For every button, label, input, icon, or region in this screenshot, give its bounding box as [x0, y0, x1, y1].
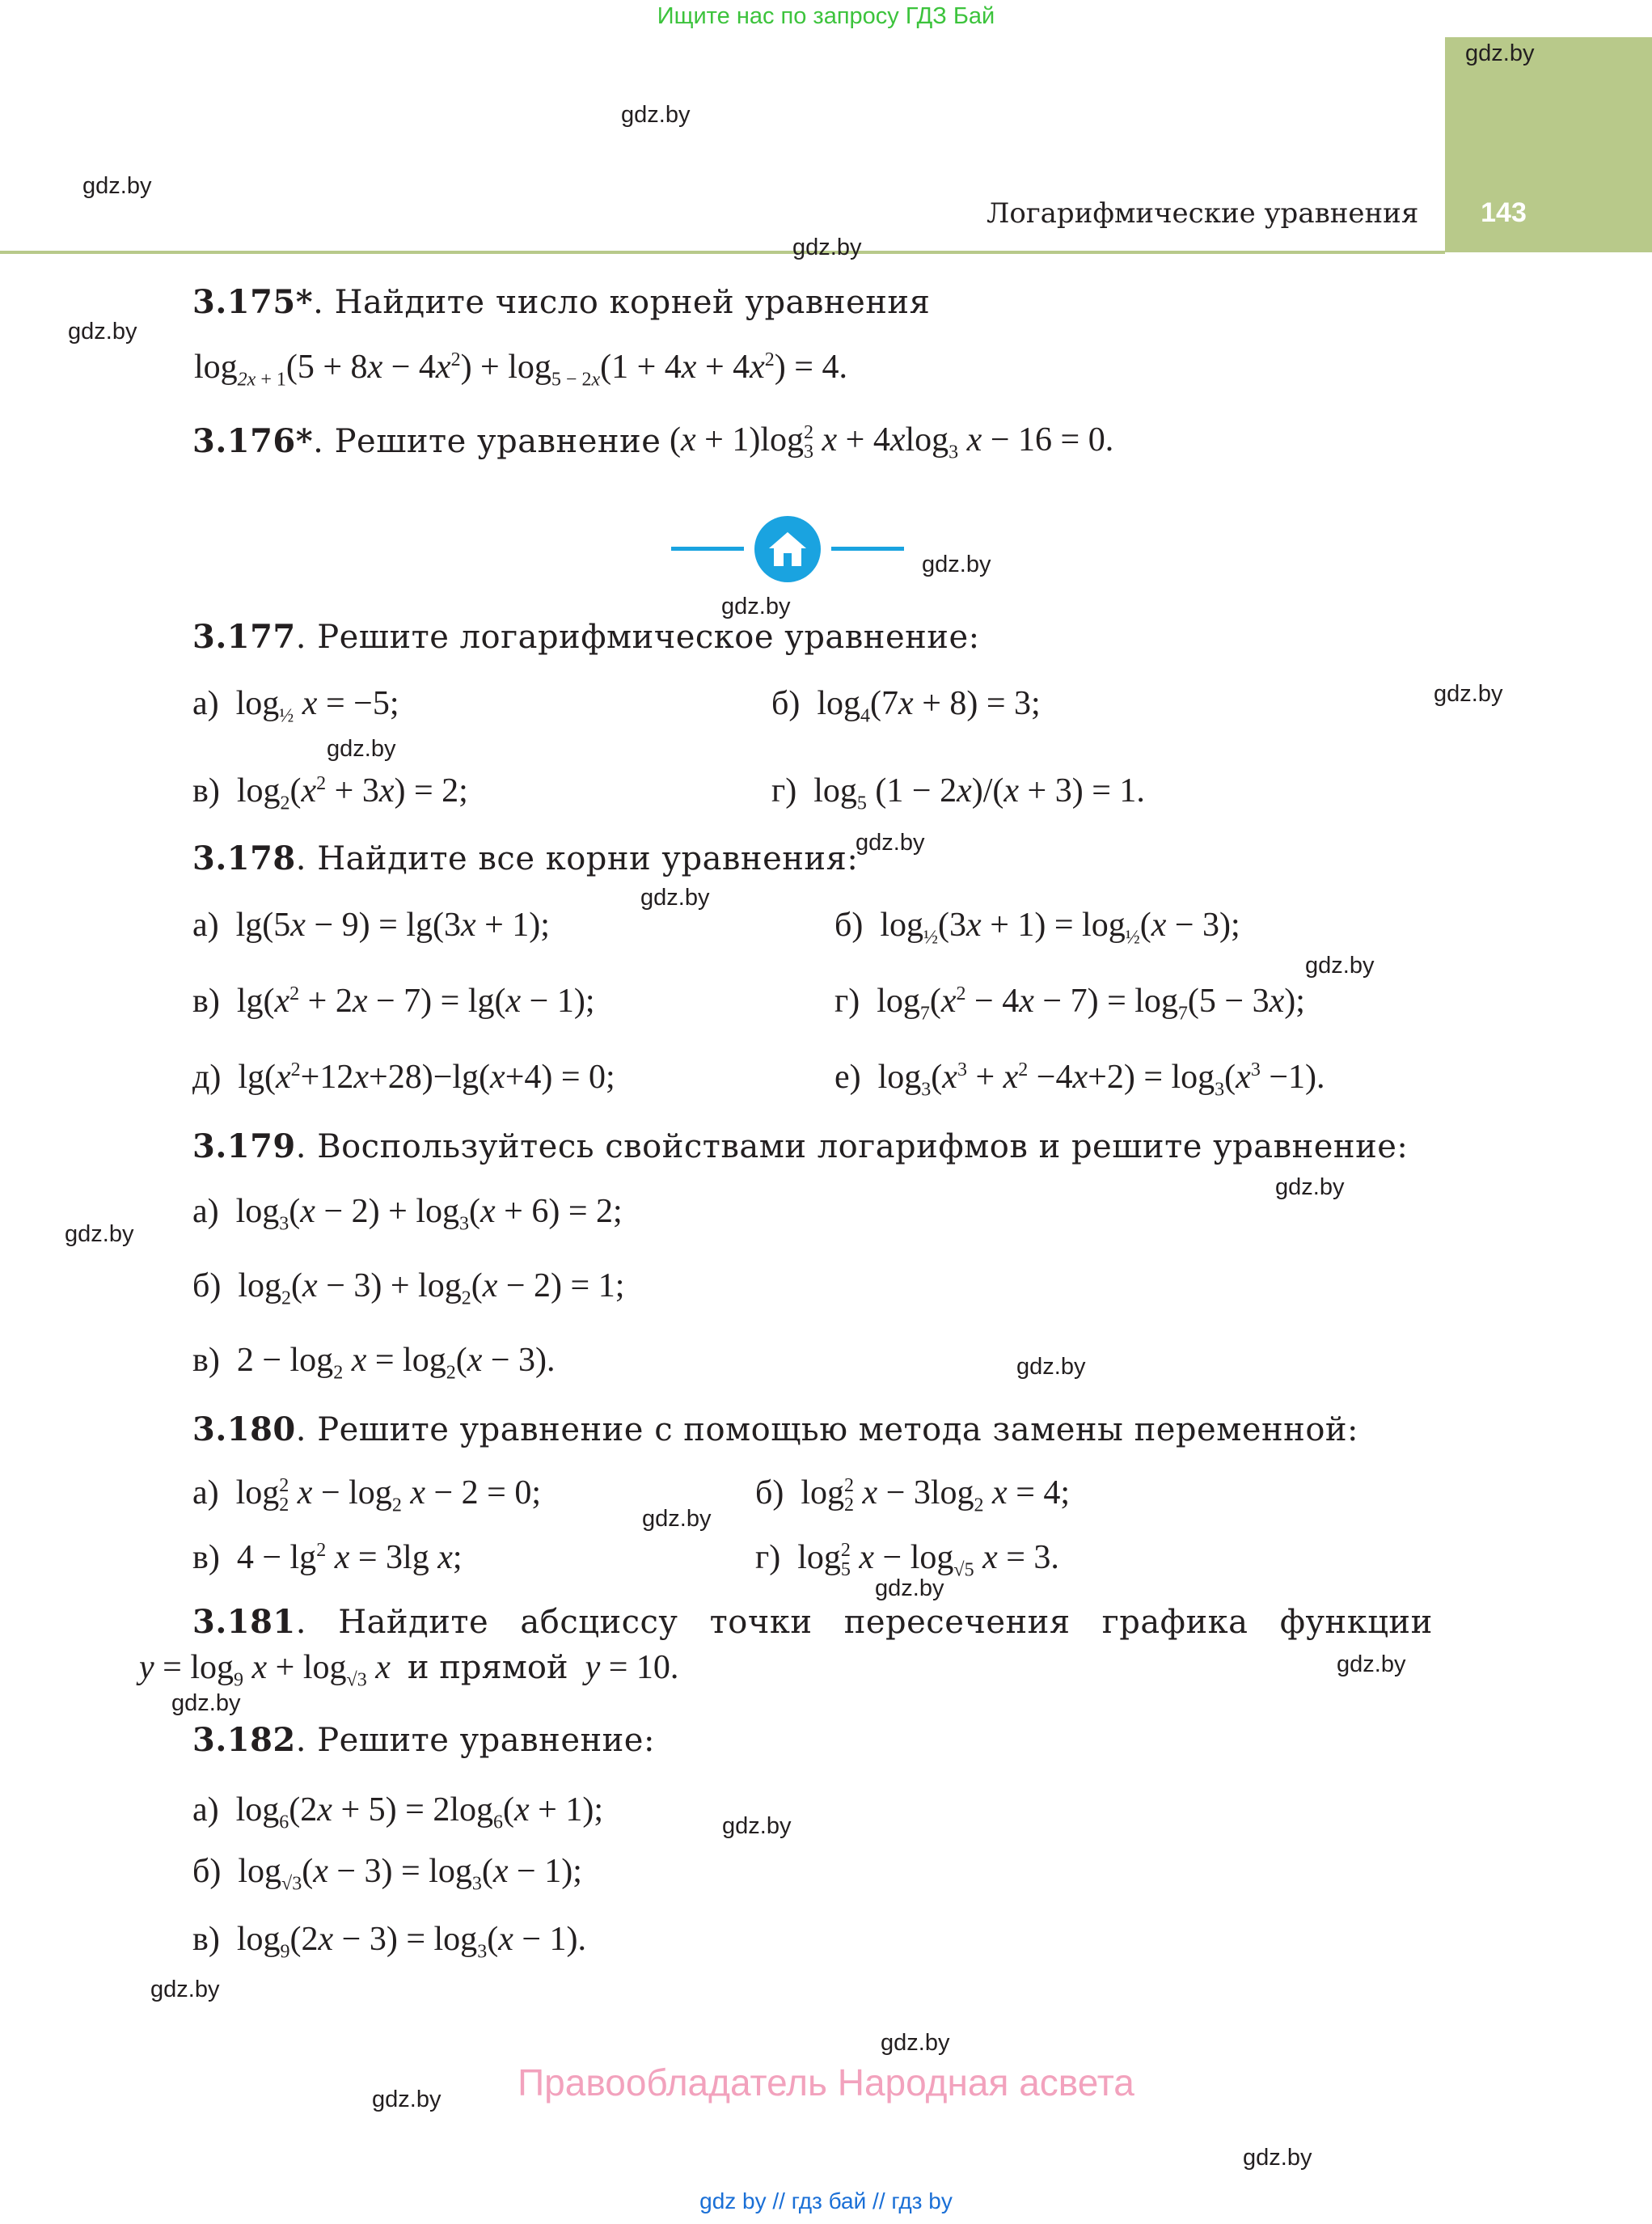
equation-3-175: $\log_{2x + 1}(5 + 8x - 4x^2) + \log_{5 - 2x}(1 + 4x + 4x^2) = 4$.	[194, 349, 847, 391]
equation-3-177-b: б) $\log_4(7x + 8) = 3$;	[771, 685, 1041, 727]
problem-3-175: 3.175*. Найдите число корней уравнения	[192, 283, 931, 321]
watermark: gdz.by	[1337, 1651, 1406, 1677]
watermark: gdz.by	[372, 2087, 442, 2112]
problem-3-180: 3.180. Решите уравнение с помощью метода замены переменной:	[192, 1410, 1359, 1448]
equation-3-178-a: а) lg(5x − 9) = lg(3x + 1);	[192, 907, 550, 944]
watermark: gdz.by	[68, 319, 137, 345]
footer-links[interactable]: gdz by // гдз бай // гдз by	[699, 2188, 953, 2213]
equation-3-176: $(x + 1)\log^2_3$ x + 4xlog$_3$ x − 16 = 0.	[670, 421, 1114, 463]
section-title: Логарифмические уравнения	[987, 197, 1419, 230]
problem-3-177: 3.177. Решите логарифмическое уравнение:	[192, 618, 980, 656]
equation-3-179-a: а) $\log_3(x - 2) + \log_3(x + 6) = 2$;	[192, 1193, 623, 1235]
equation-3-179-v: в) $2 - \log_2 x = \log_2(x - 3)$.	[192, 1342, 556, 1384]
copyright-notice: Правообладатель Народная асвета	[518, 2061, 1134, 2103]
divider-right	[831, 547, 904, 551]
equation-3-182-b: б) $\log_{√3}(x - 3) = \log_3(x - 1)$;	[192, 1853, 582, 1895]
equation-3-178-e: е) $\log_3(x^3 + x^2 -4x+2) = \log_3(x^3 -1)$.	[834, 1059, 1325, 1101]
watermark: gdz.by	[82, 173, 152, 199]
page-number: 143	[1481, 197, 1527, 228]
equation-3-180-v: в) $4 - \lg^2 x = 3\lg$ x;	[192, 1539, 463, 1576]
header-rule	[0, 251, 1445, 254]
problem-3-182: 3.182. Решите уравнение:	[192, 1721, 655, 1759]
watermark: gdz.by	[1243, 2145, 1312, 2171]
watermark: gdz.by	[150, 1977, 220, 2002]
equation-3-182-v: в) $\log_9(2x - 3) = \log_3(x - 1)$.	[192, 1921, 587, 1963]
watermark: gdz.by	[171, 1690, 241, 1716]
house-icon	[754, 516, 821, 582]
equation-3-181: $y = \log_9 x + \log_{√3} x$ и прямой y = 10.	[139, 1649, 679, 1691]
divider-left	[671, 547, 744, 551]
equation-3-180-b: б) $\log^2_2 x - 3\log_2$ x = 4;	[755, 1474, 1071, 1516]
equation-3-177-g: г) $\log_5 (1 - 2x)/(x + 3) = 1$.	[771, 772, 1145, 814]
equation-3-177-a: а) $\log_{\frac{1}{2}} x = -5$;	[192, 685, 399, 727]
watermark: gdz.by	[856, 830, 925, 856]
problem-3-176: 3.176*. Решите уравнение	[192, 422, 661, 460]
equation-3-179-b: б) $\log_2(x - 3) + \log_2(x - 2) = 1$;	[192, 1267, 625, 1309]
top-banner: Ищите нас по запросу ГДЗ Бай	[657, 3, 995, 29]
watermark: gdz.by	[1275, 1174, 1345, 1200]
watermark: gdz.by	[1434, 681, 1503, 707]
problem-3-178: 3.178. Найдите все корни уравнения:	[192, 839, 859, 877]
equation-3-180-g: г) $\log^2_5 x - \log_{√5} x = 3$.	[755, 1539, 1059, 1581]
watermark: gdz.by	[722, 1813, 792, 1839]
problem-3-181: 3.181. Найдите абсциссу точки пересечения графика функции	[192, 1603, 1433, 1641]
equation-3-182-a: а) $\log_6(2x + 5) = 2\log_6(x + 1)$;	[192, 1791, 603, 1833]
watermark: gdz.by	[792, 235, 862, 260]
watermark: gdz.by	[875, 1575, 944, 1601]
watermark: gdz.by	[621, 102, 691, 128]
watermark: gdz.by	[642, 1506, 712, 1532]
watermark: gdz.by	[327, 736, 396, 762]
watermark: gdz.by	[922, 552, 991, 577]
watermark: gdz.by	[881, 2030, 950, 2056]
equation-3-180-a: а) $\log^2_2 x - \log_2 x - 2 = 0$;	[192, 1474, 542, 1516]
watermark: gdz.by	[721, 594, 791, 619]
equation-3-178-b: б) $\log_{\frac{1}{2}}(3x + 1) = \log_{\frac{1}{2}}(x - 3)$;	[834, 907, 1240, 949]
equation-3-178-g: г) $\log_7(x^2 - 4x - 7) = \log_7(5 - 3x)$;	[834, 983, 1305, 1025]
watermark: gdz.by	[1465, 40, 1535, 66]
watermark: gdz.by	[65, 1221, 134, 1247]
problem-3-179: 3.179. Воспользуйтесь свойствами логарифмов и решите уравнение:	[192, 1127, 1409, 1165]
watermark: gdz.by	[1305, 953, 1375, 979]
equation-3-178-d: д) $\lg(x^2+12x+28)-\lg(x+4) = 0$;	[192, 1059, 615, 1096]
watermark: gdz.by	[640, 885, 710, 911]
equation-3-177-v: в) $\log_2(x^2 + 3x) = 2$;	[192, 772, 468, 814]
equation-3-178-v: в) $\lg(x^2 + 2x - 7) = \lg(x - 1)$;	[192, 983, 595, 1020]
watermark: gdz.by	[1016, 1354, 1086, 1380]
